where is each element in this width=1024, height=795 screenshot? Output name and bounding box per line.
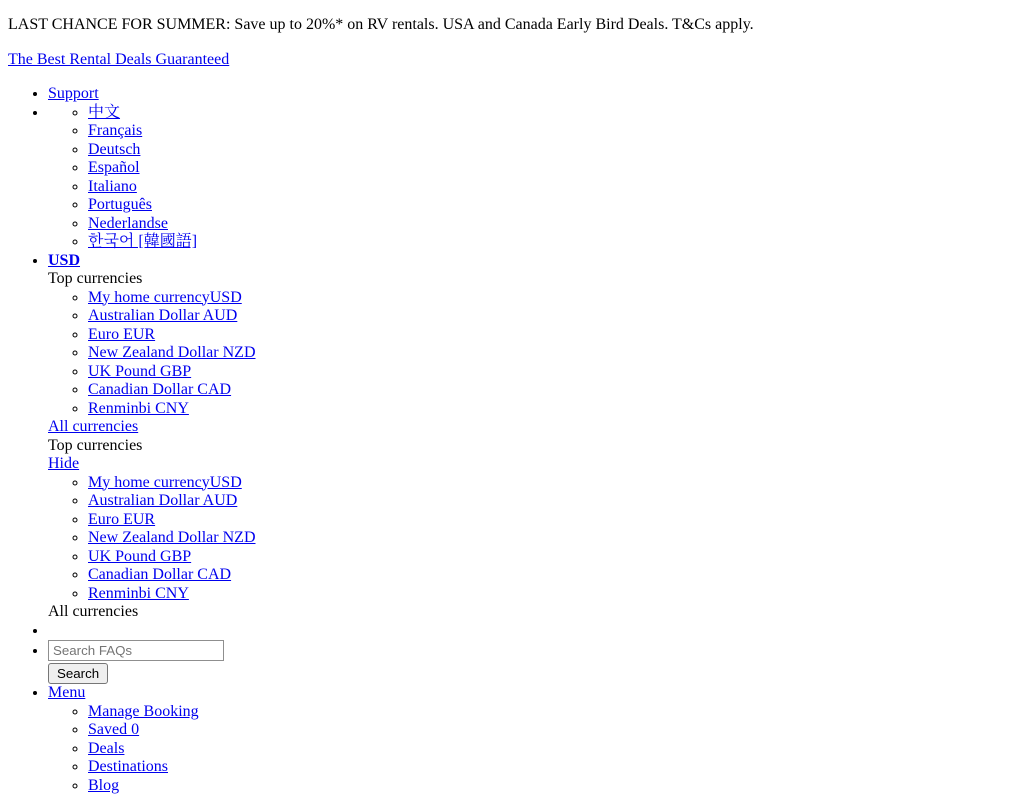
all-currencies-link[interactable]: All currencies: [48, 418, 138, 435]
currency-list-secondary: [48, 474, 1016, 604]
list-item: [88, 178, 1016, 197]
nav-languages-item: [48, 104, 1016, 252]
list-item: [88, 703, 1016, 722]
hide-currencies-link[interactable]: Hide: [48, 455, 79, 472]
language-item-nl[interactable]: Nederlandse: [88, 215, 168, 232]
list-item: [88, 474, 1016, 493]
currency-selected-link[interactable]: USD: [48, 252, 80, 269]
list-item: [88, 344, 1016, 363]
currency-item-gbp-2[interactable]: UK Pound GBP: [88, 548, 191, 565]
top-currencies-label: Top currencies: [48, 270, 1016, 289]
menu-item-manage-booking[interactable]: Manage Booking: [88, 703, 199, 720]
list-item: [88, 289, 1016, 308]
language-item-de[interactable]: Deutsch: [88, 141, 140, 158]
list-item: [88, 511, 1016, 530]
faq-search-button[interactable]: • Search: [48, 663, 108, 684]
list-item: [88, 758, 1016, 777]
currency-item-eur[interactable]: Euro EUR: [88, 326, 155, 343]
nav-support-item: [48, 85, 1016, 104]
promo-banner: LAST CHANCE FOR SUMMER: Save up to 20%* on RV rentals. USA and Canada Early Bird Deals. T&Cs apply.: [8, 16, 1016, 35]
menu-item-deals[interactable]: Deals: [88, 740, 124, 757]
guarantee-line: [8, 51, 1016, 70]
currency-item-home[interactable]: My home currencyUSD: [88, 289, 242, 306]
list-item: [88, 326, 1016, 345]
nav-currency-item: [48, 252, 1016, 622]
support-link[interactable]: Support: [48, 85, 99, 102]
list-item: [88, 492, 1016, 511]
nav-empty-item: [48, 622, 1016, 641]
list-item: [88, 233, 1016, 252]
language-item-it[interactable]: Italiano: [88, 178, 137, 195]
top-currencies-label-2: Top currencies: [48, 437, 1016, 456]
nav-faq-search-item: [48, 640, 1016, 684]
language-list: [48, 104, 1016, 252]
list-item: [88, 381, 1016, 400]
list-item: [88, 400, 1016, 419]
list-item: [88, 721, 1016, 740]
currency-item-nzd[interactable]: New Zealand Dollar NZD: [88, 344, 256, 361]
language-item-fr[interactable]: Français: [88, 122, 142, 139]
currency-item-aud-2[interactable]: Australian Dollar AUD: [88, 492, 237, 509]
all-currencies-label: All currencies: [48, 603, 1016, 622]
list-item: [88, 566, 1016, 585]
best-deals-link[interactable]: The Best Rental Deals Guaranteed: [8, 51, 229, 68]
menu-item-blog[interactable]: Blog: [88, 777, 119, 794]
menu-item-saved[interactable]: Saved 0: [88, 721, 139, 738]
list-item: [88, 307, 1016, 326]
menu-item-destinations[interactable]: Destinations: [88, 758, 168, 775]
nav-menu-item: [48, 684, 1016, 795]
currency-list-primary: [48, 289, 1016, 419]
language-item-es[interactable]: Español: [88, 159, 140, 176]
list-item: [88, 740, 1016, 759]
menu-link[interactable]: Menu: [48, 684, 85, 701]
currency-item-home-2[interactable]: My home currencyUSD: [88, 474, 242, 491]
list-item: [88, 104, 1016, 123]
currency-item-gbp[interactable]: UK Pound GBP: [88, 363, 191, 380]
language-item-pt[interactable]: Português: [88, 196, 152, 213]
header-nav-list: [8, 85, 1016, 795]
list-item: [88, 215, 1016, 234]
language-item-zh[interactable]: 中文: [88, 104, 120, 121]
list-item: [88, 777, 1016, 795]
currency-item-eur-2[interactable]: Euro EUR: [88, 511, 155, 528]
list-item: [88, 196, 1016, 215]
list-item: [88, 159, 1016, 178]
currency-item-cny-2[interactable]: Renminbi CNY: [88, 585, 189, 602]
list-item: [88, 141, 1016, 160]
list-item: [88, 585, 1016, 604]
currency-item-cad[interactable]: Canadian Dollar CAD: [88, 381, 231, 398]
faq-search-input[interactable]: [48, 640, 224, 661]
currency-item-cad-2[interactable]: Canadian Dollar CAD: [88, 566, 231, 583]
currency-item-cny[interactable]: Renminbi CNY: [88, 400, 189, 417]
currency-item-nzd-2[interactable]: New Zealand Dollar NZD: [88, 529, 256, 546]
list-item: [88, 363, 1016, 382]
language-item-ko[interactable]: 한국어 [韓國語]: [88, 233, 197, 250]
list-item: [88, 529, 1016, 548]
list-item: [88, 122, 1016, 141]
currency-item-aud[interactable]: Australian Dollar AUD: [88, 307, 237, 324]
list-item: [88, 548, 1016, 567]
menu-list: [48, 703, 1016, 795]
